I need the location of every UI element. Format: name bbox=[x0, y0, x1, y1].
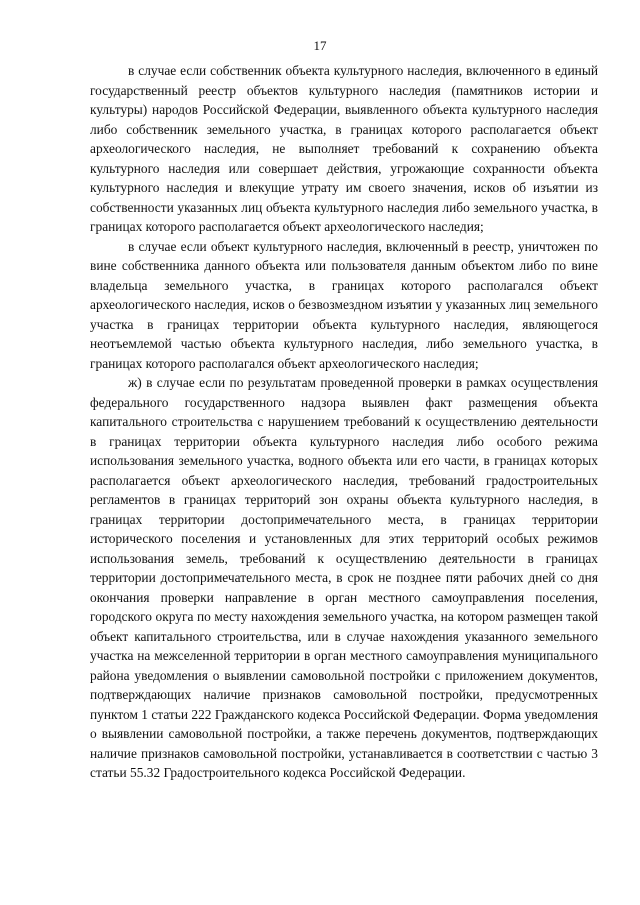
page-number: 17 bbox=[313, 38, 327, 53]
paragraph-item-zh: ж) в случае если по результатам проведенной проверки в рамках осуществления федерального государственного надзора выявлен факт размещения объекта капитального строительства с нарушением требований к осуществлению деятельности в границах территории объекта культурного наследия либо особого режима использования земельного участка, водного объекта или его части, в границах которых располагается объект археологического наследия, требований градостроительных регламентов в границах территорий зон охраны объекта культурного наследия, в границах территории достопримечательного места, в границах территории исторического поселения и установленных для этих территорий особых режимов использования земель, требований к осуществлению деятельности в границах территории достопримечательного места, в срок не позднее пяти рабочих дней со дня окончания проверки направление в орган местного самоуправления поселения, городского округа по месту нахождения земельного участка, на котором размещен такой объект капитального строительства, или в случае нахождения указанного земельного участка на межселенной территории в орган местного самоуправления муниципального района уведомления о выявлении самовольной постройки с приложением документов, подтверждающих наличие признаков самовольной постройки, предусмотренных пунктом 1 статьи 222 Гражданского кодекса Российской Федерации. Форма уведомления о выявлении самовольной постройки, а также перечень документов, подтверждающих наличие признаков самовольной постройки, устанавливается в соответствии с частью 3 статьи 55.32 Градостроительного кодекса Российской Федерации. bbox=[90, 375, 598, 780]
paragraph-ownership-violation: в случае если собственник объекта культурного наследия, включенного в единый государственный реестр объектов культурного наследия (памятников истории и культуры) народов Российской Федерации, выявленного объекта культурного наследия либо собственник земельного участка, в границах которого располагается объект археологического наследия, не выполняет требований к сохранению объекта культурного наследия или совершает действия, угрожающие сохранности объекта культурного наследия и влекущие утрату им своего значения, исков об изъятии из собственности указанных лиц объекта культурного наследия либо земельного участка, в границах которого располагается объект археологического наследия; bbox=[90, 63, 598, 234]
paragraph-object-destroyed: в случае если объект культурного наследия, включенный в реестр, уничтожен по вине собственника данного объекта или пользователя данным объектом либо по вине владельца земельного участка, в границах которого располагался объект археологического наследия, исков о безвозмездном изъятии у указанных лиц земельного участка в границах территории объекта культурного наследия, являющегося неотъемлемой частью объекта культурного наследия, либо земельного участка, в границах которого располагался объект археологического наследия; bbox=[90, 238, 598, 371]
document-body bbox=[90, 61, 598, 783]
